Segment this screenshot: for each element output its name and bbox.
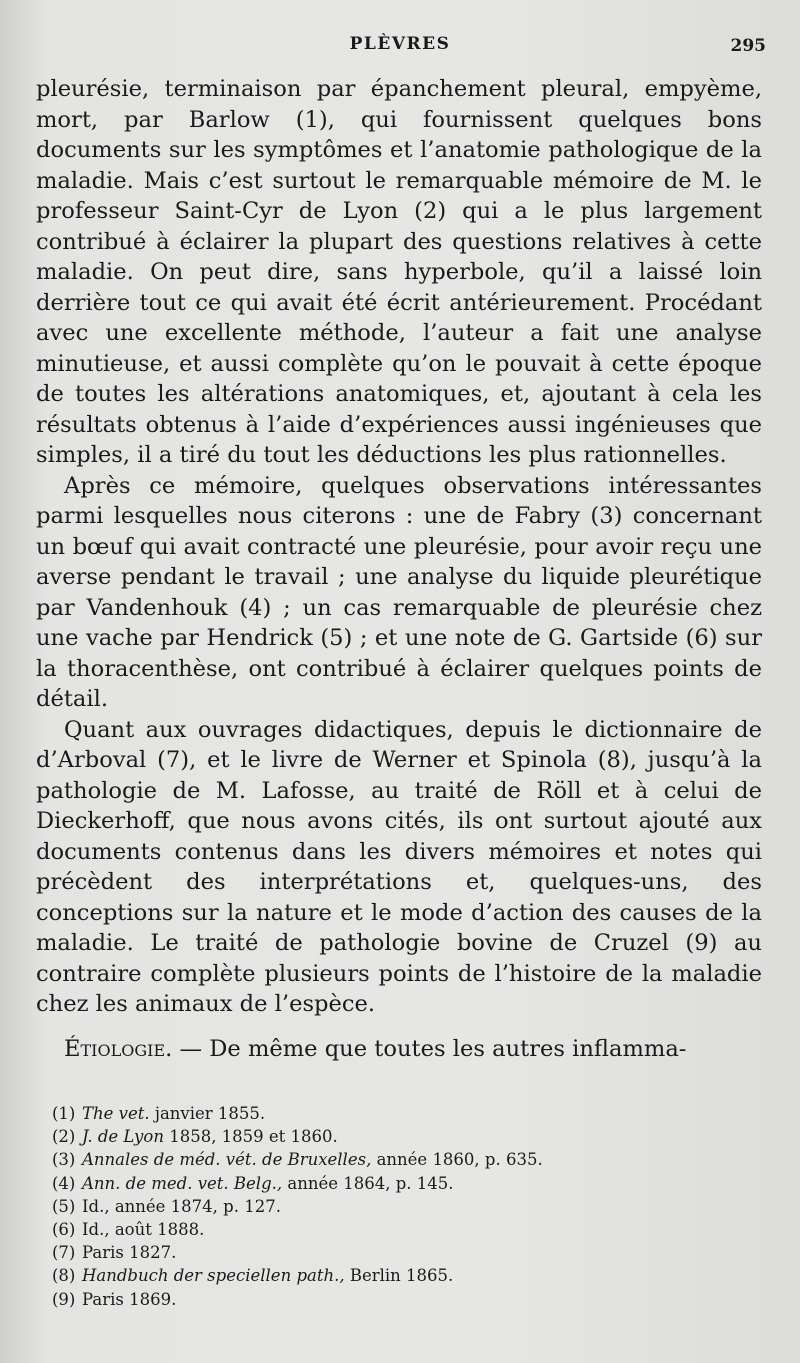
footnote: (9) Paris 1869. [52, 1289, 177, 1309]
section-heading: Étiologie. [64, 1035, 173, 1062]
footnote: (5) Id., année 1874, p. 127. [52, 1196, 281, 1216]
footnote: (6) Id., août 1888. [52, 1220, 205, 1240]
footnote: (4) Ann. de med. vet. Belg., année 1864, p. 145. [52, 1173, 454, 1193]
footnote: (2) J. de Lyon 1858, 1859 et 1860. [52, 1127, 338, 1147]
footnotes [52, 1102, 752, 1311]
footnote: (3) Annales de méd. vét. de Bruxelles, année 1860, p. 635. [52, 1150, 543, 1170]
footnote: (7) Paris 1827. [52, 1243, 177, 1263]
paragraph-ouvrages: Quant aux ouvrages didactiques, depuis le dictionnaire de d’Arboval (7), et le livre de Werner et Spinola (8), jusqu’à la pathologie de M. Lafosse, au traité de Röll et à celui de Dieckerhoff, que nous avons cités, ils ont surtout ajouté aux documents contenus dans les divers mémoires et notes qui précèdent des interprétations et, quelques-uns, des conceptions sur la nature et le mode d’action des causes de la maladie. Le traité de pathologie bovine de Cruzel (9) au contraire complète plusieurs points de l’histoire de la maladie chez les animaux de l’espèce. [36, 716, 762, 1017]
main-text [36, 74, 762, 1064]
page-number: 295 [730, 36, 766, 56]
paragraph-continuation: pleurésie, terminaison par épanchement pleural, empyème, mort, par Barlow (1), qui fournissent quelques bons documents sur les symptômes et l’anatomie pathologique de la maladie. Mais c’est surtout le remarquable mémoire de M. le professeur Saint-Cyr de Lyon (2) qui a le plus largement contribué à éclairer la plupart des questions relatives à cette maladie. On peut dire, sans hyperbole, qu’il a laissé loin derrière tout ce qui avait été écrit antérieurement. Procédant avec une excellente méthode, l’auteur a fait une analyse minutieuse, et aussi complète qu’on le pouvait à cette époque de toutes les altérations anatomiques, et, ajoutant à cela les résultats obtenus à l’aide d’expériences aussi ingénieuses que simples, il a tiré du tout les déductions les plus rationnelles. [36, 76, 762, 468]
section-text: — De même que toutes les autres inflamma- [172, 1035, 687, 1062]
footnote: (8) Handbuch der speciellen path., Berlin 1865. [52, 1266, 454, 1286]
running-title: PLÈVRES [349, 34, 451, 54]
footnote: (1) The vet. janvier 1855. [52, 1104, 266, 1123]
section-etiologie [36, 1034, 762, 1065]
paragraph-observations: Après ce mémoire, quelques observations intéressantes parmi lesquelles nous citerons : une de Fabry (3) concernant un bœuf qui avait contracté une pleurésie, pour avoir reçu une averse pendant le travail ; une analyse du liquide pleurétique par Vandenhouk (4) ; un cas remarquable de pleurésie chez une vache par Hendrick (5) ; et une note de G. Gartside (6) sur la thoracenthèse, ont contribué à éclairer quelques points de détail. [36, 472, 762, 712]
running-header [0, 34, 800, 64]
